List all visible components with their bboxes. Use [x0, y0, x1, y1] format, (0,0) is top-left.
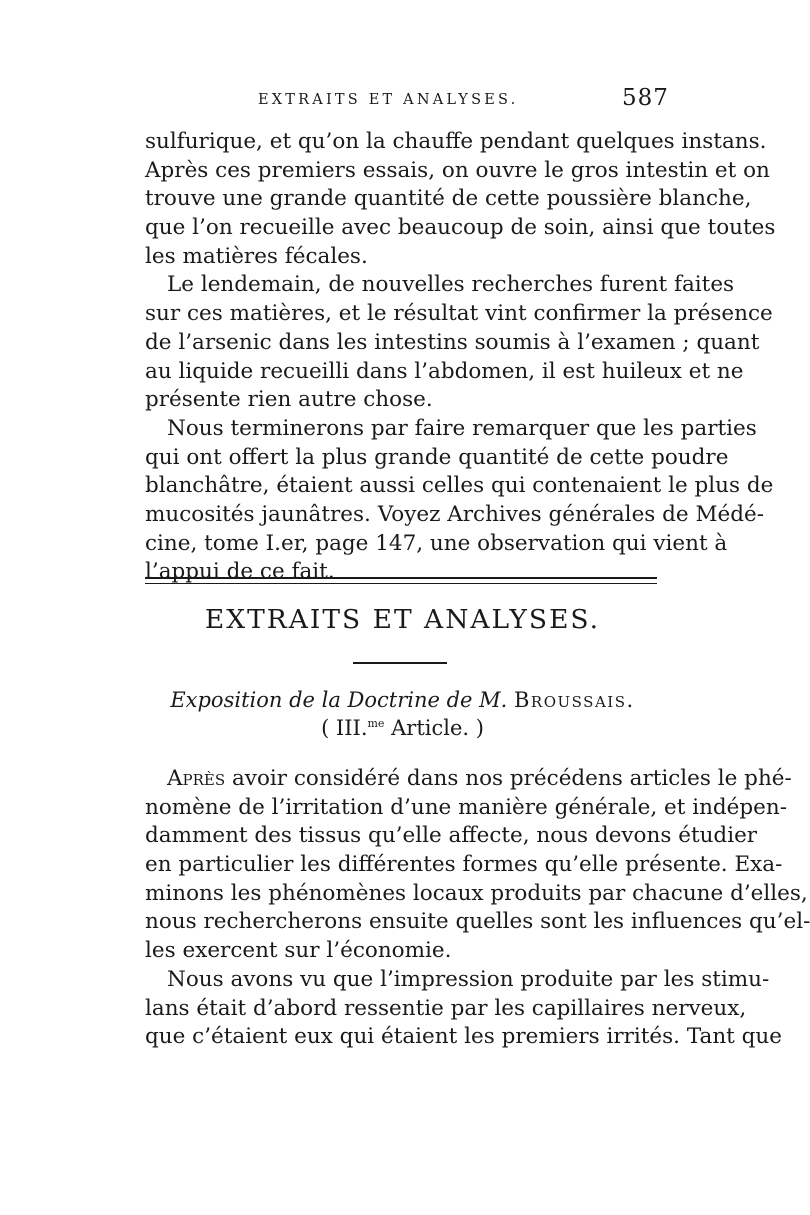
text-line: de l’arsenic dans les intestins soumis à l’examen ; quant — [145, 329, 760, 355]
subtitle-italic-text: Exposition de la Doctrine de M. — [170, 688, 508, 712]
text-line: nous rechercherons ensuite quelles sont les influences qu’el- — [145, 909, 810, 935]
upper-text-block — [145, 128, 776, 587]
paragraph-start-line — [145, 765, 792, 794]
running-head: EXTRAITS ET ANALYSES. — [258, 92, 519, 108]
text-line: nomène de l’irritation d’une manière générale, et indépen- — [145, 794, 788, 820]
text-line: au liquide recueilli dans l’abdomen, il est huileux et ne — [145, 358, 744, 384]
article-suffix: Article. ) — [384, 716, 484, 740]
lower-text-block — [145, 765, 810, 1052]
drop-word: Après — [167, 766, 226, 791]
double-rule-divider — [145, 577, 657, 584]
text-line: sur ces matières, et le résultat vint confirmer la présence — [145, 301, 773, 327]
paragraph-start-line: Nous terminerons par faire remarquer que les parties — [167, 415, 757, 441]
text-line: minons les phénomènes locaux produits par chacune d’elles, — [145, 880, 808, 906]
text-line: mucosités jaunâtres. Voyez Archives générales de Médé- — [145, 501, 764, 527]
article-subtitle — [145, 688, 660, 712]
text-line: en particulier les différentes formes qu’elle présente. Exa- — [145, 852, 783, 878]
text-line: lans était d’abord ressentie par les capillaires nerveux, — [145, 995, 747, 1021]
text-line: les exercent sur l’économie. — [145, 938, 452, 964]
short-rule-divider — [353, 662, 447, 664]
paragraph-start-line: Le lendemain, de nouvelles recherches furent faites — [167, 272, 735, 298]
article-prefix: ( III. — [321, 716, 368, 740]
text-line: blanchâtre, étaient aussi celles qui contenaient le plus de — [145, 473, 774, 499]
text-line: cine, tome I.er, page 147, une observation qui vient à — [145, 530, 728, 556]
text-span: avoir considéré dans nos précédens articles le phé- — [225, 766, 792, 791]
text-line: sulfurique, et qu’on la chauffe pendant quelques instans. — [145, 129, 767, 154]
author-name: Broussais. — [514, 688, 635, 712]
text-line: qui ont offert la plus grande quantité de cette poudre — [145, 444, 729, 470]
page-number: 587 — [622, 85, 669, 111]
article-number — [145, 716, 660, 740]
section-title: EXTRAITS ET ANALYSES. — [204, 604, 601, 635]
text-line: damment des tissus qu’elle affecte, nous devons étudier — [145, 823, 758, 849]
text-line: trouve une grande quantité de cette poussière blanche, — [145, 186, 752, 212]
text-line: les matières fécales. — [145, 243, 368, 269]
text-line: Après ces premiers essais, on ouvre le gros intestin et on — [145, 157, 770, 183]
text-line: l’appui de ce fait. — [145, 559, 335, 585]
paragraph-start-line: Nous avons vu que l’impression produite par les stimu- — [167, 966, 770, 992]
article-superscript: me — [367, 717, 385, 730]
text-line: que l’on recueille avec beaucoup de soin, ainsi que toutes — [145, 215, 776, 241]
text-line: présente rien autre chose. — [145, 387, 433, 413]
text-line: que c’étaient eux qui étaient les premiers irrités. Tant que — [145, 1024, 782, 1050]
